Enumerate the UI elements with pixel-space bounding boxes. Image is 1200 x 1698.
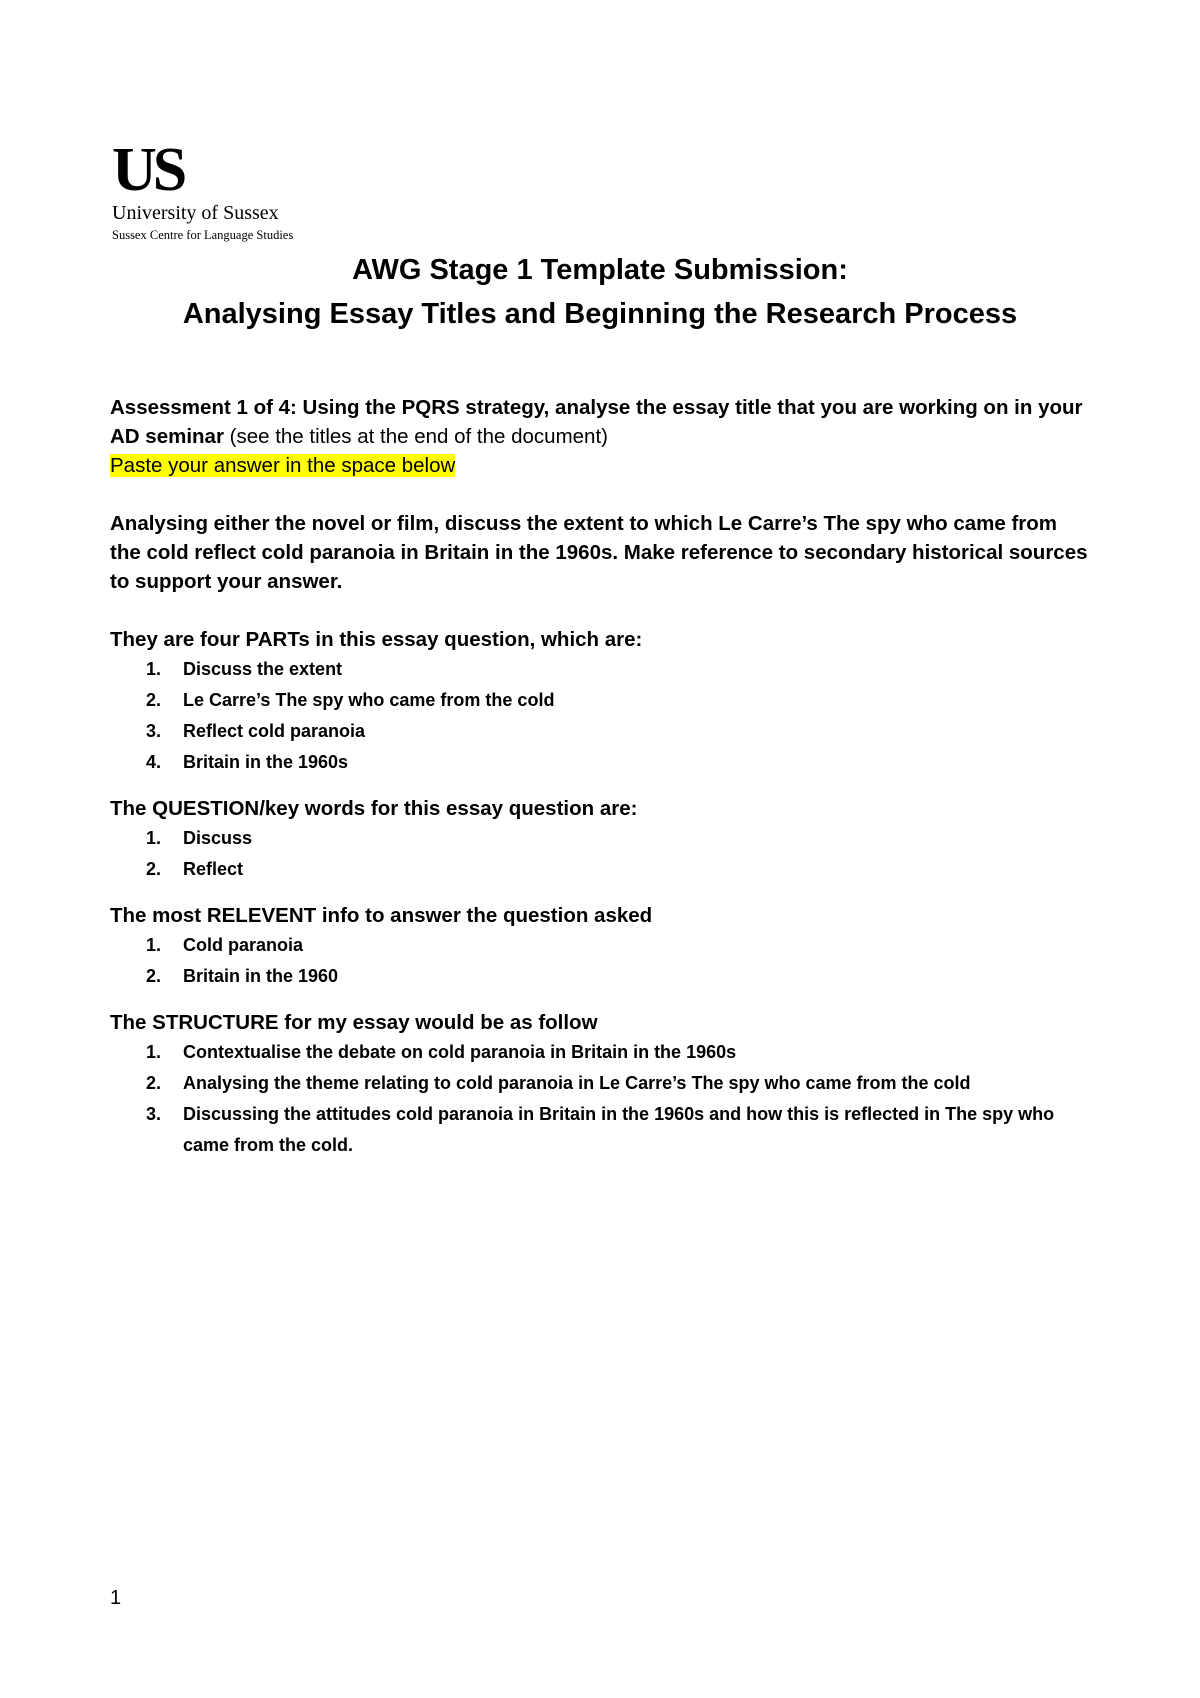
list-item: 2. Le Carre’s The spy who came from the cold <box>146 690 555 710</box>
list-item: 3. Discussing the attitudes cold paranoia in Britain in the 1960s and how this is reflected in The spy who came from the cold. <box>146 1104 1055 1155</box>
section-heading: The most RELEVENT info to answer the question asked <box>110 904 653 927</box>
list-item: 1. Discuss <box>146 828 253 848</box>
essay-question: Analysing either the novel or film, discuss the extent to which Le Carre’s The spy who came from the cold reflect cold paranoia in Britain in the 1960s. Make reference to secondary historical sources to support your answer. <box>110 512 1088 593</box>
logo-university-name: University of Sussex <box>112 202 279 224</box>
page-number: 1 <box>110 1587 122 1609</box>
section-heading: They are four PARTs in this essay question, which are: <box>110 628 643 651</box>
section-parts <box>110 625 1090 778</box>
document-body <box>110 393 1090 1177</box>
section-heading: The STRUCTURE for my essay would be as follow <box>110 1011 598 1034</box>
section-list <box>110 1037 1090 1161</box>
assessment-normal-text: (see the titles at the end of the document) <box>223 425 608 448</box>
section-list <box>110 930 1090 992</box>
list-item: 2. Britain in the 1960 <box>146 966 339 986</box>
section-question-keywords <box>110 794 1090 885</box>
section-list <box>110 823 1090 885</box>
title-line-2: Analysing Essay Titles and Beginning the Research Process <box>182 298 1018 330</box>
section-list <box>110 654 1090 778</box>
title-line-1: AWG Stage 1 Template Submission: <box>352 254 848 286</box>
section-heading: The QUESTION/key words for this essay question are: <box>110 797 638 820</box>
logo-mark: US <box>112 136 184 204</box>
list-item: 1. Contextualise the debate on cold paranoia in Britain in the 1960s <box>146 1042 737 1062</box>
highlighted-instruction: Paste your answer in the space below <box>110 454 456 477</box>
section-relevant-info <box>110 901 1090 992</box>
list-item: 2. Analysing the theme relating to cold paranoia in Le Carre’s The spy who came from the cold <box>146 1073 971 1093</box>
logo-centre-name: Sussex Centre for Language Studies <box>112 228 294 242</box>
list-item: 2. Reflect <box>146 859 244 879</box>
section-structure <box>110 1008 1090 1161</box>
list-item: 1. Cold paranoia <box>146 935 304 955</box>
document-title <box>110 248 1090 336</box>
assessment-instruction <box>110 393 1090 480</box>
list-item: 1. Discuss the extent <box>146 659 343 679</box>
assessment-bold-text: Assessment 1 of 4: Using the PQRS strategy, analyse the essay title that you are working on in your AD seminar <box>110 396 1083 448</box>
list-item: 4. Britain in the 1960s <box>146 752 349 772</box>
list-item: 3. Reflect cold paranoia <box>146 721 366 741</box>
university-logo <box>112 136 294 244</box>
